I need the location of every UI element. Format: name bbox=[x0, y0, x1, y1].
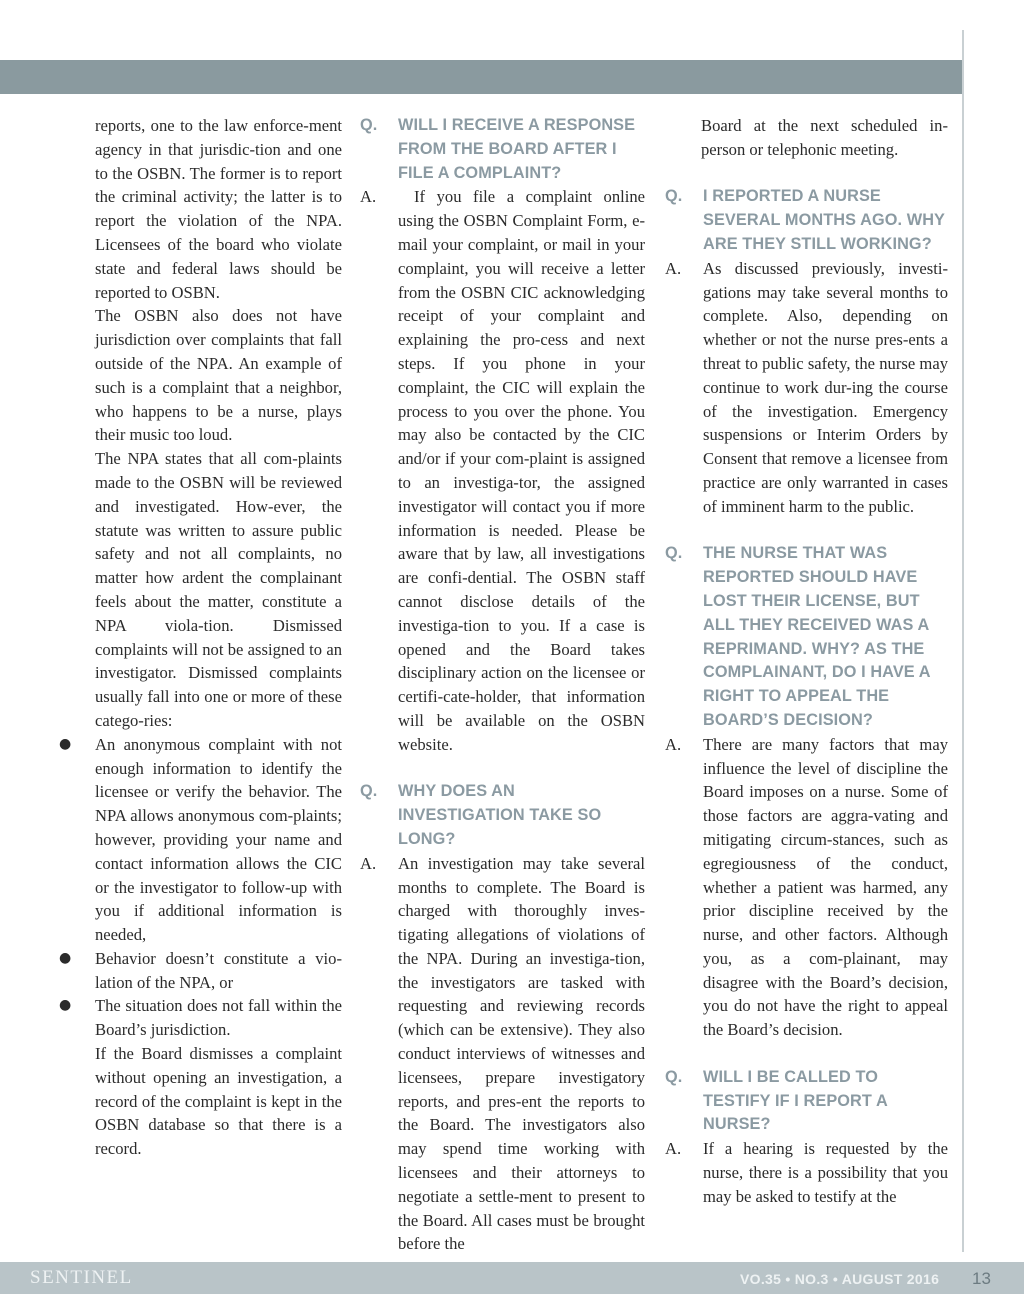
paragraph: reports, one to the law enforce-ment agency in that jurisdic-tion and one to the OSBN. The former is to report the criminal activity; the latter is to report the violation of the NPA. Licensees of the board who violate state and federal laws should be reported to OSBN. bbox=[95, 116, 342, 302]
question-label: Q. bbox=[665, 187, 683, 206]
question-text: THE NURSE THAT WAS REPORTED SHOULD HAVE LOST THEIR LICENSE, BUT ALL THEY RECEIVED WAS A REPRIMAND. WHY? AS THE COMPLAINANT, DO I HAVE A RIGHT TO APPEAL THE BOARD’S DECISION? bbox=[703, 544, 931, 729]
bullet-icon: ● bbox=[59, 997, 72, 1014]
answer-label: A. bbox=[665, 258, 682, 278]
list-item bbox=[59, 994, 342, 1042]
paragraph: The OSBN also does not have jurisdiction over complaints that fall outside of the NPA. An example of such is a complaint that a neighbor, who happens to be a nurse, plays their music too loud. bbox=[95, 306, 342, 445]
list-item-text: The situation does not fall within the Board’s jurisdiction. bbox=[95, 996, 342, 1040]
answer bbox=[665, 257, 948, 519]
answer bbox=[665, 1137, 948, 1208]
bullet-icon: ● bbox=[59, 949, 72, 966]
paragraph: If the Board dismisses a complaint without opening an investigation, a record of the complaint is kept in the OSBN database so that there is a record. bbox=[95, 1044, 342, 1159]
question bbox=[665, 1066, 948, 1137]
question bbox=[665, 542, 948, 732]
issue-info: VO.35 • NO.3 • AUGUST 2016 bbox=[740, 1271, 940, 1287]
page-edge-rule bbox=[962, 30, 964, 1252]
answer-label: A. bbox=[665, 1139, 682, 1159]
paragraph: Board at the next scheduled in-person or telephonic meeting. bbox=[701, 116, 948, 159]
column-left bbox=[59, 114, 342, 1161]
question-text: I REPORTED A NURSE SEVERAL MONTHS AGO. WHY ARE THEY STILL WORKING? bbox=[703, 187, 945, 253]
answer-text: If you file a complaint online using the OSBN Complaint Form, e-mail your complaint, or mail in your complaint, you will receive a letter from the OSBN CIC acknowledging receipt of your complaint and explaining the pro-cess and next steps. If you phone in your complaint, the CIC will explain the process to you over the phone. You may also be contacted by the CIC and/or if your com-plaint is assigned to an investiga-tor, the assigned investigator will contact you if more information is needed. Please be aware that by law, all investigations are confi-dential. The OSBN staff cannot disclose details of the investiga-tion to you. If a case is opened and the Board takes disciplinary action on the licensee or certifi-cate-holder, that information will be available on the OSBN website. bbox=[398, 187, 645, 754]
list-item-text: An anonymous complaint with not enough information to identify the licensee or verify the behavior. The NPA allows anonymous com-plaints; however, providing your name and contact information allows the CIC or the investigator to follow-up with you if additional information is needed, bbox=[95, 734, 342, 945]
list-item bbox=[59, 947, 342, 995]
question bbox=[360, 114, 645, 185]
question-text: WILL I RECEIVE A RESPONSE FROM THE BOARD AFTER I FILE A COMPLAINT? bbox=[398, 116, 636, 182]
answer-text: As discussed previously, investi-gations may take several months to complete. Also, depending on whether or not the nurse pres-ents a threat to public safety, the nurse may continue to work dur-ing the course of the investigation. Emergency suspensions or Interim Orders by Consent that remove a licensee from practice are only warranted in cases of imminent harm to the public. bbox=[703, 258, 948, 516]
question-text: WHY DOES AN INVESTIGATION TAKE SO LONG? bbox=[398, 782, 602, 848]
answer-label: A. bbox=[665, 734, 682, 754]
answer bbox=[665, 733, 948, 1042]
publication-name: SENTINEL bbox=[30, 1267, 133, 1288]
answer-text: There are many factors that may influence the level of discipline the Board imposes on a nurse. Some of those factors are aggra-vating and mitigating circum-stances, such as egregiousness of the conduct, whether a patient was harmed, any prior discipline received by the nurse, and other factors. Although you, as a com-plainant, may disagree with the Board’s decision, you do not have the right to appeal the Board’s decision. bbox=[703, 734, 948, 1040]
list-item bbox=[59, 733, 342, 947]
answer-label: A. bbox=[360, 853, 377, 873]
list-item-text: Behavior doesn’t constitute a vio-lation of the NPA, or bbox=[95, 948, 342, 992]
answer bbox=[360, 852, 645, 1257]
column-right bbox=[665, 114, 948, 1209]
bullet-icon: ● bbox=[59, 735, 72, 752]
question-label: Q. bbox=[360, 116, 378, 134]
page-number: 13 bbox=[972, 1269, 991, 1288]
paragraph: The NPA states that all com-plaints made to the OSBN will be reviewed and investigated. How-ever, the statute was written to assure public safety and not all complaints, no matter how ardent the complainant feels about the matter, constitute a NPA viola-tion. Dismissed complaints will not be assigned to an investigator. Dismissed complaints usually fall into one or more of these catego-ries: bbox=[95, 449, 342, 730]
header-bar bbox=[0, 60, 962, 94]
question bbox=[360, 780, 645, 851]
answer-text: If a hearing is requested by the nurse, there is a possibility that you may be asked to testify at the bbox=[703, 1139, 948, 1206]
column-middle bbox=[360, 114, 645, 1256]
answer-text: An investigation may take several months to complete. The Board is charged with thoroughly inves-tigating allegations of violations of the NPA. During an investiga-tion, the investigators are tasked with requesting and reviewing records (which can be extensive). They also conduct interviews of witnesses and licensees, prepare investigatory reports, and pres-ent the reports to the Board. The investigators also may spend time working with licensees and their attorneys to negotiate a settle-ment to present to the Board. All cases must be brought before the bbox=[398, 853, 645, 1254]
question-label: Q. bbox=[665, 1067, 683, 1086]
question-label: Q. bbox=[360, 782, 378, 801]
question bbox=[665, 185, 948, 256]
question-text: WILL I BE CALLED TO TESTIFY IF I REPORT A NURSE? bbox=[703, 1067, 888, 1134]
answer bbox=[360, 185, 645, 756]
question-label: Q. bbox=[665, 544, 683, 563]
footer-bar bbox=[0, 1262, 1024, 1294]
answer-label: A. bbox=[360, 187, 377, 207]
